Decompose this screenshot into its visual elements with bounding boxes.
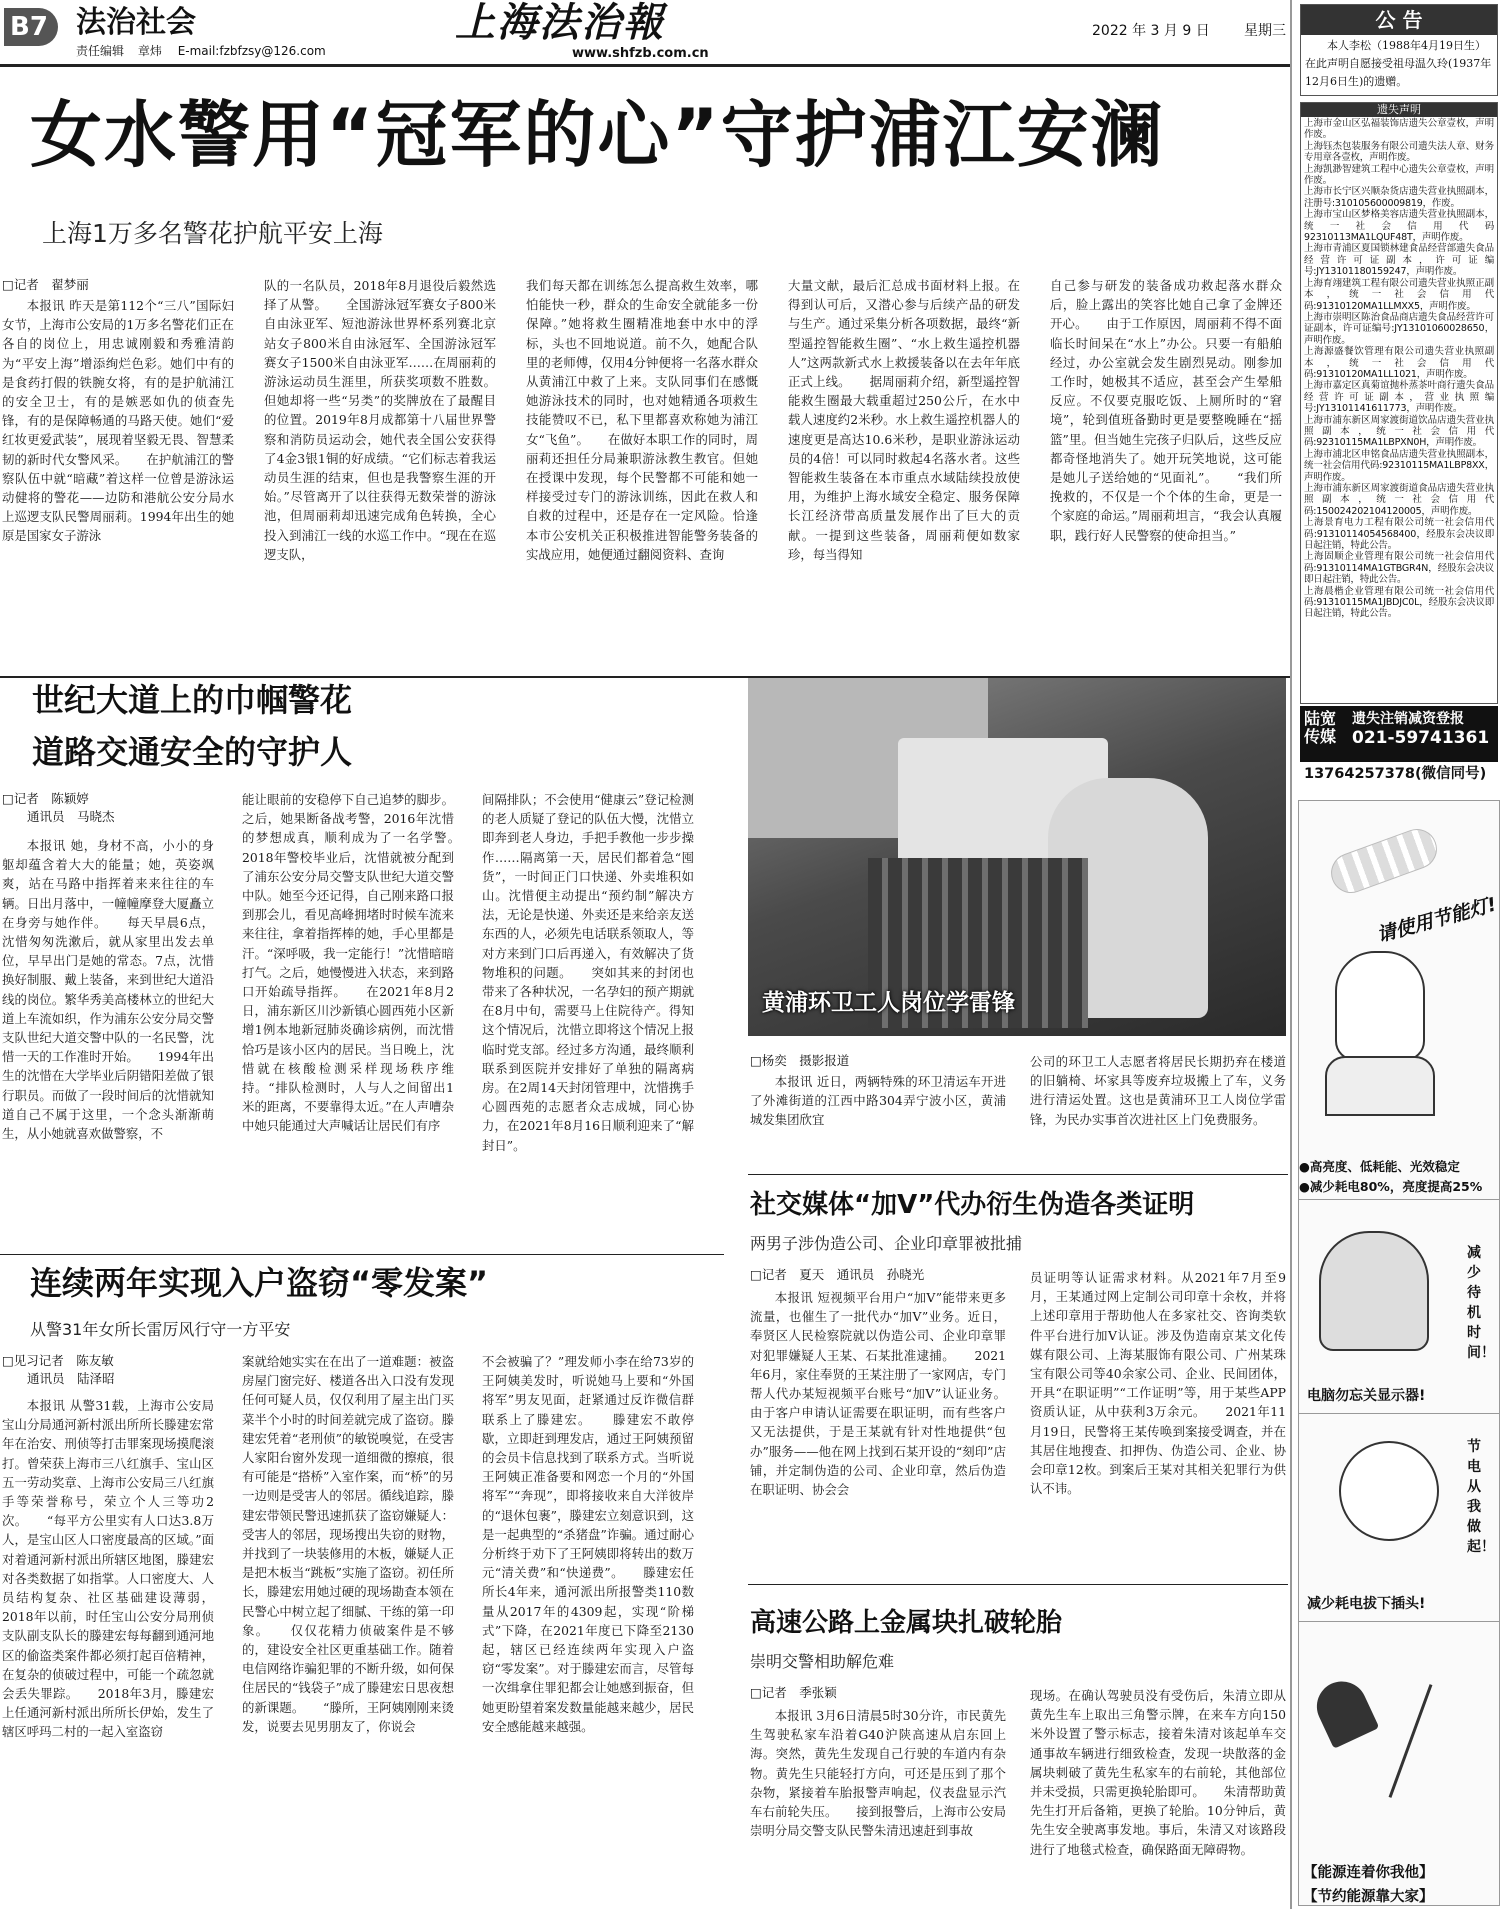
- article4-headline: 社交媒体“加V”代办衍生伪造各类证明: [750, 1190, 1195, 1220]
- ad-brand: 陆宽传媒: [1304, 709, 1337, 746]
- article4-bottom-rule: [748, 1584, 1288, 1585]
- psa-footer-1: 【能源连着你我他】: [1303, 1865, 1434, 1881]
- psa-standby: 减少待机时间！: [1467, 1245, 1495, 1361]
- article3-top-rule: [0, 1254, 724, 1255]
- issue-weekday: 星期三: [1244, 23, 1286, 39]
- article5-col-1: 本报讯 3月6日清晨5时30分许，市民黄先生驾驶私家车沿着G40沪陕高速从启东回上海。突然，黄先生发现自己行驶的车道内有杂物。黄先生只能轻打方向，可还是压到了那个杂物，紧接着车胎报警声响起，仪表盘显示汽车右前轮失压。 接到报警后，上海市公安局崇明分局交警支队民警朱清迅速赶到事故: [750, 1708, 1006, 1839]
- masthead: 上海法治報: [455, 0, 665, 46]
- main-byline: □记者 翟梦丽: [2, 277, 89, 292]
- article2-headline-2: 道路交通安全的守护人: [32, 733, 353, 771]
- lost-notices-box: [1300, 102, 1498, 704]
- psa-bullet-2: ●减少耗电80%，亮度提高25%: [1299, 1179, 1483, 1194]
- photo-bottom-rule: [748, 1174, 1288, 1175]
- lost-notice-item: 上海市浦东新区周家渡街道食品店遗失营业执照副本，统一社会信用代码:150024202104120005，声明作废。: [1304, 483, 1494, 517]
- main-col-3: 我们每天都在训练怎么提高救生效率，哪怕能快一秒，群众的生命安全就能多一份保障。”她将救生圈精准地套中水中的浮标，头也不回地说道。前不久，她配合队里的老师傅，仅用4分钟便将一名落水群众从黄浦江中救了上来。支队同事们在感慨她游泳技术的同时，也对她精通各项救生技能赞叹不已，私下里都喜欢称她为浦江女“飞鱼”。 在做好本职工作的同时，周丽莉还担任分局兼职游泳教生教官。但她在授课中发现，每个民警都不可能和她一样接受过专门的游泳训练，因此在救人和自救的过程中，还是存在一定风险。恰逢本市公安机关正积极推进智能警务装备的实战应用，她便通过翻阅资料、查询: [526, 278, 758, 562]
- section-title: 法治社会: [76, 5, 196, 40]
- article3-byline: □见习记者 陈友敏 通讯员 陆泽昭: [2, 1353, 115, 1386]
- lost-notices-list: [1301, 117, 1497, 621]
- ad-service: 遗失注销减资登报: [1352, 711, 1464, 727]
- cartoon-man-icon: [1335, 951, 1425, 1061]
- psa-panel: [1298, 800, 1500, 1906]
- ad-phone: 021-59741361: [1352, 728, 1490, 748]
- psa-monitor: 电脑勿忘关显示器!: [1307, 1388, 1426, 1404]
- notice-text: 本人李松（1988年4月19日生）在此声明自愿接受祖母温久玲(1937年12月6日生)的遗赠。: [1305, 39, 1492, 88]
- sidebar-divider: [1290, 0, 1292, 1909]
- lost-notice-item: 上海育翊建筑工程有限公司遗失营业执照正副本，统一社会信用代码:91310120MA1LLMXX5，声明作废。: [1304, 277, 1494, 312]
- editor-email: E-mail:fzbfzsy@126.com: [177, 44, 326, 58]
- ad-banner: [1300, 706, 1498, 762]
- notice-box: [1300, 4, 1498, 96]
- psa-divider-1: [1299, 1199, 1499, 1200]
- notice-title: 公 告: [1301, 5, 1497, 35]
- article3-col-1: 本报讯 从警31载，上海市公安局宝山分局通河新村派出所所长滕建宏常年在治安、刑侦等打击罪案现场摸爬滚打。曾荣获上海市三八红旗手、宝山区五一劳动奖章、上海市公安局三八红旗手等荣誉称号，荣立个人三等功2次。 “每平方公里实有人口达3.8万人，是宝山区人口密度最高的区域。”面对着通河新村派出所辖区地图，滕建宏对各类数据了如指掌。人口密度大、人员结构复杂、社区基础建设薄弱，2018年以前，时任宝山公安分局刑侦支队副支队长的滕建宏每每翻到通河地区的偷盗类案件都必须打起百倍精神，在复杂的侦破过程中，可能一个疏忽就会丢失罪踪。 2018年3月，滕建宏上任通河新村派出所所长伊始，发生了辖区呼玛二村的一起入室盗窃: [2, 1398, 214, 1740]
- lost-notice-item: 上海市浦东新区周家渡街道饮品店遗失营业执照副本，统一社会信用代码:92310115MA1LBPXN0H，声明作废。: [1304, 414, 1494, 449]
- lost-notice-item: 上海固顺企业管理有限公司统一社会信用代码:91310114MA1GTBGR4N，经股东会决议即日起注销，特此公告。: [1304, 551, 1494, 586]
- lost-notices-header: 遗失声明: [1301, 103, 1497, 117]
- lost-notice-item: 上海市长宁区兴顺杂货店遗失营业执照副本，注册号:310105600009819，作废。: [1304, 186, 1494, 209]
- article2-col-2: 能让眼前的安稳停下自己追梦的脚步。之后，她果断备战考警，2016年沈惜的梦想成真，顺利成为了一名学警。 2018年警校毕业后，沈惜就被分配到了浦东公安分局交警支队世纪大道交警中队。她至今还记得，自己刚来路口报到那会儿，看见高峰拥堵时时候车流来来往往，拿着指挥棒的她，手心里都是汗。“深呼吸，我一定能行！”沈惜暗暗打气。之后，她慢慢进入状态，来到路口开始疏导指挥。 在2021年8月2日，浦东新区川沙新镇心圆西苑小区新增1例本地新冠肺炎确诊病例，而沈惜恰巧是该小区内的居民。当日晚上，沈惜就在核酸检测采样现场秩序维持。“排队检测时，人与人之间留出1米的距离，不要靠得太近。”在人声嘈杂中她只能通过大声喊话让居民们有序: [242, 792, 479, 1134]
- article3-col-3: 不会被骗了？”理发师小李在给73岁的王阿姨美发时，听说她马上要和“外国将军”男友见面，赶紧通过反诈微信群联系上了滕建宏。 滕建宏不敢停歇，立即赶到理发店，通过王阿姨预留的会员卡信息找到了联系方式。当听说王阿姨正准备要和网恋一个月的“外国将军”“奔现”，即将接收来自大洋彼岸的“退休包裹”，滕建宏立刻意识到，这是一起典型的“杀猪盘”诈骗。通过耐心分析终于劝下了王阿姨即将转出的数万元“清关费”和“快递费”。 滕建宏任所长4年来，通河派出所报警类110数量从2017年的4309起，实现“阶梯式”下降，在2021年度已下降至2130起，辖区已经连续两年实现入户盗窃“零发案”。对于滕建宏而言，尽管每一次缉拿住罪犯都会让她感到振奋，但她更盼望着案发数量能越来越少，居民安全感能越来越强。: [482, 1354, 694, 1734]
- main-col-4: 大量文献，最后汇总成书面材料上报。在得到认可后，又潜心参与后续产品的研发与生产。通过采集分析各项数据，最终“新型遥控智能救生圈”、“水上救生遥控机器人”这两款新式水上救援装备以在去年年底正式上线。 据周丽莉介绍，新型遥控智能救生圈最大载重超过250公斤，在水中载人速度约2米秒。水上救生遥控机器人的速度更是高达10.6米秒，是职业游泳运动员的4倍！可以同时救起4名落水者。这些智能救生装备在本市重点水域陆续投放使用，为维护上海水域安全稳定、服务保障长江经济带高质量发展作出了巨大的贡献。一提到这些装备，周丽莉便如数家珍，每当得知: [788, 278, 1020, 562]
- lost-notice-item: 上海市崇明区陈治食品商店遗失食品经营许可证副本，许可证编号:JY13101060028650，声明作废。: [1304, 311, 1494, 346]
- psa-title: 请使用节能灯!: [1374, 893, 1499, 947]
- lost-notice-item: 上海景育电力工程有限公司统一社会信用代码:91310114054568400，经股东会决议即日起注销，特此公告。: [1304, 517, 1494, 552]
- main-col-2: 队的一名队员，2018年8月退役后毅然选择了从警。 全国游泳冠军赛女子800米自由泳亚军、短池游泳世界杯系列赛北京站女子800米自由泳冠军、全国游泳冠军赛女子1500米自由泳亚军……在周丽莉的游泳运动员生涯里，所获奖项数不胜数。但她却将一些“另类”的奖牌放在了最醒目的位置。2019年8月成都第十八届世界警察和消防员运动会，她代表全国公安获得了4金3银1铜的好成绩。“它们标志着我运动员生涯的结束，但也是我警察生涯的开始。”尽管离开了以往获得无数荣誉的游泳池，但周丽莉却迅速完成角色转换，全心投入到浦江一线的水巡工作中。“现在在巡逻支队，: [264, 278, 496, 562]
- article5-headline: 高速公路上金属块扎破轮胎: [750, 1608, 1063, 1638]
- main-col-1: 本报讯 昨天是第112个“三八”国际妇女节，上海市公安局的1万多名警花们正在各自的岗位上，用忠诚刚毅和秀雅清韵为“平安上海”增添绚烂色彩。她们中有的是食药打假的铁腕女将，有的是护航浦江的安全卫士，有的是嫉恶如仇的侦查先锋，有的是保障畅通的马路天使。她们“爱红妆更爱武装”，展现着坚毅无畏、智慧柔韧的新时代女警风采。 在护航浦江的警察队伍中就“暗藏”着这样一位曾是游泳运动健将的警花——边防和港航公安分局水上巡逻支队民警周丽莉。1994年出生的她原是国家女子游泳: [2, 298, 234, 544]
- lost-notice-item: 上海钰杰包装服务有限公司遗失法人章、财务专用章各壹枚，声明作废。: [1304, 140, 1494, 164]
- header-rule: [0, 64, 1290, 67]
- monkey-computer-icon: [1319, 1231, 1429, 1351]
- psa-divider-2: [1299, 1413, 1499, 1414]
- article5-subtitle: 崇明交警相助解危难: [750, 1652, 895, 1671]
- plug-icon: [1339, 1441, 1439, 1541]
- article5-byline: □记者 季张颖: [750, 1685, 837, 1700]
- article3-subtitle: 从警31年女所长雷厉风行守一方平安: [30, 1320, 291, 1339]
- page-number-badge: B7: [4, 8, 58, 46]
- main-subtitle: 上海1万多名警花护航平安上海: [42, 219, 383, 248]
- photo-col-1: 本报讯 近日，两辆特殊的环卫清运车开进了外滩街道的江西中路304弄宁波小区，黄浦城发集团欣宜: [750, 1074, 1006, 1128]
- lost-notice-item: 上海市青浦区夏国锁林建食品经营部遗失食品经营许可证副本，许可证编号:JY13101180159247，声明作废。: [1304, 243, 1494, 278]
- article2-headline-1: 世纪大道上的巾帼警花: [32, 681, 353, 719]
- ad-mobile: 13764257378(微信同号): [1304, 766, 1487, 782]
- photo-caption: 黄浦环卫工人岗位学雷锋: [762, 990, 1015, 1016]
- news-photo: [748, 678, 1286, 1036]
- article5-col-2: 现场。在确认驾驶员没有受伤后，朱清立即从黄先生车上取出三角警示牌，在来车方向150米外设置了警示标志，接着朱清对该起单车交通事故车辆进行细致检查，发现一块散落的金属块刺破了黄先生私家车的右前轮，其他部位并未受损，只需更换轮胎即可。 朱清帮助黄先生打开后备箱，更换了轮胎。10分钟后，黄先生安全驶离事发地。事后，朱清又对该路段进行了地毯式检查，确保路面无障碍物。: [1030, 1688, 1286, 1857]
- article4-col-2: 员证明等认证需求材料。从2021年7月至9月，王某通过网上定制公司印章十余枚，并将上述印章用于帮助他人在多家社交、咨询类软件平台进行加V认证。涉及伪造南京某文化传媒有限公司、上海某服饰有限公司、广州某珠宝有限公司等40余家公司、企业、民间团体，开具“在职证明”“工作证明”等，用于某些APP资质认证，从中获利3万余元。 2021年11月19日，民警将王某传唤到案接受调查，并在其居住地搜查、扣押伪、伪造公司、企业、协会印章12枚。到案后王某对其相关犯罪行为供认不讳。: [1030, 1270, 1286, 1497]
- site-url: www.shfzb.com.cn: [572, 46, 709, 61]
- article3-headline: 连续两年实现入户盗窃“零发案”: [30, 1264, 489, 1302]
- psa-divider-3: [1299, 1621, 1499, 1622]
- lamp-stand-icon: [1389, 1684, 1433, 1798]
- editor-label: 责任编辑: [76, 44, 125, 58]
- main-col-5: 自己参与研发的装备成功救起落水群众后，脸上露出的笑容比她自己拿了金牌还开心。 由于工作原因，周丽莉不得不面临长时间呆在“水上”办公。只要一有船舶经过，办公室就会发生剧烈晃动。刚参加工作时，她极其不适应，甚至会产生晕船反应。不仅要克服吃饭、上厕所时的“窘境”，轮到值班备勤时更是要整晚睡在“摇篮”里。但当她生完孩子归队后，这些反应都奇怪地消失了。她开玩笑地说，这可能是她儿子送给她的“见面礼”。 “我们所挽救的，不仅是一个个体的生命，更是一个家庭的命运。”周丽莉坦言，“我会认真履职，践行好人民警察的使命担当。”: [1050, 278, 1282, 543]
- article3-col-2: 案就给她实实在在出了一道难题：被盗房屋门窗完好、楼道各出入口没有发现任何可疑人员，仅仅利用了屋主出门买菜半个小时的时间差就完成了盗窃。滕建宏凭着“老刑侦”的敏锐嗅觉，在受害人家阳台窗外发现一道细微的擦痕，很有可能是“搭桥”入室作案，而“桥”的另一边则是受害人的邻居。循线追踪，滕建宏带领民警迅速抓获了盗窃嫌疑人：受害人的邻居，现场搜出失窃的财物，并找到了一块装修用的木板，嫌疑人正是把木板当“跳板”实施了盗窃。初任所长，滕建宏用她过硬的现场勘查本领在民警心中树立起了细腻、干练的第一印象。 仅仅花精力侦破案件是不够的，建设安全社区更重基础工作。随着电信网络诈骗犯罪的不断升级，如何保住居民的“钱袋子”成了滕建宏日思夜想的新课题。 “滕所，王阿姨刚刚来烫发，说要去见男朋友了，你说会: [242, 1354, 454, 1734]
- article4-col-1: 本报讯 短视频平台用户“加V”能带来更多流量，也催生了一批代办“加V”业务。近日，奉贤区人民检察院就以伪造公司、企业印章罪对犯罪嫌疑人王某、石某批准逮捕。 2021年6月，家住奉贤的王某注册了一家网店，专门帮人代办某短视频平台账号“加V”认证业务。由于客户申请认证需要在职证明，而有些客户又无法提供，于是王某就有针对性地提供“包办”服务——他在网上找到石某开设的“刻印”店铺，并定制伪造的公司、企业印章，然后伪造在职证明、协会会: [750, 1290, 1006, 1498]
- editor-line: [76, 42, 326, 60]
- article4-byline: □记者 夏天 通讯员 孙晓光: [750, 1267, 925, 1282]
- article2-col-3: 间隔排队；不会使用“健康云”登记检测的老人质疑了登记的队伍大慢，沈惜立即奔到老人身边，手把手教他一步步操作……隔离第一天，居民们都着急“囤货”，一时间正门口快递、外卖堆积如山。沈惜便主动提出“预约制”解决方法，无论是快递、外卖还是来给亲友送东西的人，必须先电话联系领取人，等对方来到门口后再递入，有效解决了货物堆积的问题。 突如其来的封闭也带来了各种状况，一名孕妇的预产期就在8月中旬，需要马上住院待产。得知这个情况后，沈惜立即将这个情况上报临时党支部。经过多方沟通，最终顺利联系到医院并安排好了单独的隔离病房。在2周14天封闭管理中，沈惜携手心圆西苑的志愿者众志成城，同心协力，在2021年8月16日顺利迎来了“解封日”。: [482, 792, 694, 1153]
- lost-notice-item: 上海市宝山区梦格美容店遗失营业执照副本，统一社会信用代码92310113MA1LQUF48T，声明作废。: [1304, 209, 1494, 244]
- psa-bullet-1: ●高亮度、低耗能、光效稳定: [1299, 1159, 1460, 1174]
- article4-subtitle: 两男子涉伪造公司、企业印章罪被批捕: [750, 1234, 1023, 1253]
- cartoon-body-icon: [1325, 1056, 1435, 1116]
- photo-col-2: 公司的环卫工人志愿者将居民长期扔弃在楼道的旧躺椅、坏家具等废弃垃圾搬上了车，义务进行清运处置。这也是黄浦环卫工人岗位学雷锋，为民办实事首次进社区上门免费服务。: [1030, 1054, 1286, 1127]
- article2-byline: □记者 陈颖婷 通讯员 马晓杰: [2, 791, 115, 824]
- lost-notice-item: 上海市金山区弘福装饰店遗失公章壹枚，声明作废。: [1304, 118, 1494, 141]
- lost-notice-item: 上海晨楷企业管理有限公司统一社会信用代码:91310115MA1JBDJC0L，经股东会决议即日起注销，特此公告。: [1304, 585, 1494, 620]
- editor-name: 章炜: [137, 44, 162, 58]
- photo-byline: □杨奕 摄影报道: [750, 1053, 850, 1068]
- lost-notice-item: 上海市嘉定区真菊谊抛朴蒸茶叶商行遗失食品经营许可证副本，营业执照编号:JY13101141611773，声明作废。: [1304, 380, 1494, 415]
- psa-footer-2: 【节约能源靠大家】: [1303, 1889, 1434, 1905]
- lost-notice-item: 上海源盛餐饮管理有限公司遗失营业执照副本，统一社会信用代码:91310120MA1LL1021，声明作废。: [1304, 346, 1494, 380]
- psa-unplug: 减少耗电拔下插头!: [1307, 1596, 1426, 1612]
- lost-notice-item: 上海凯渺智建筑工程中心遗失公章壹枚，声明作废。: [1304, 163, 1494, 187]
- issue-date: 2022 年 3 月 9 日: [1092, 23, 1210, 39]
- main-headline: 女水警用“冠军的心”守护浦江安澜: [30, 93, 1165, 177]
- article2-col-1: 本报讯 她，身材不高，小小的身躯却蕴含着大大的能量；她，英姿飒爽，站在马路中指挥着来来往往的车辆。日出月落中，一幢幢摩登大厦矗立在身旁与她作伴。 每天早晨6点，沈惜匆匆洗漱后，就从家里出发去单位，早早出门是她的常态。7点，沈惜换好制服、戴上装备，来到世纪大道沿线的岗位。繁华秀美高楼林立的世纪大道上车流如织，作为浦东公安分局交警支队世纪大道交警中队的一名民警，沈惜一天的工作准时开始。 1994年出生的沈惜在大学毕业后阴错阳差做了银行职员。而做了一段时间后的沈惜就知道自己不属于这里，一个念头渐渐萌生，从小她就喜欢做警察，不: [2, 838, 214, 1142]
- bulb-icon: [1325, 823, 1442, 898]
- psa-save: 节电从我做起！: [1467, 1439, 1495, 1555]
- lost-notice-item: 上海市浦北区申铭食品店遗失营业执照副本，统一社会信用代码:92310115MA1LBP8XX，声明作废。: [1304, 448, 1494, 483]
- lamp-icon: [1309, 1673, 1380, 1749]
